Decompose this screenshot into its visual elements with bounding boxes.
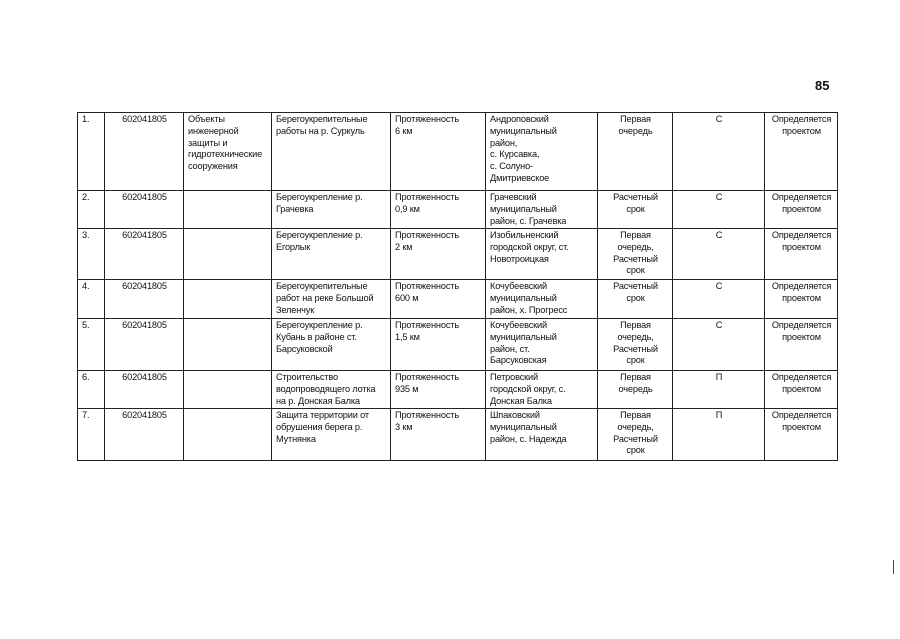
row-cost: Определяется проектом xyxy=(765,280,838,319)
table-row xyxy=(78,191,838,229)
row-type: С xyxy=(673,319,765,371)
object-group xyxy=(184,229,272,280)
row-stage: Первая очередь, Расчетный срок xyxy=(598,319,673,371)
row-type: С xyxy=(673,229,765,280)
row-code: 602041805 xyxy=(105,191,184,229)
object-group xyxy=(184,319,272,371)
object-group xyxy=(184,371,272,409)
row-number: 1. xyxy=(78,113,105,191)
row-code: 602041805 xyxy=(105,319,184,371)
object-group xyxy=(184,191,272,229)
row-location: Кочубеевский муниципальный район, х. Прогресс xyxy=(486,280,598,319)
row-length: Протяженность 600 м xyxy=(391,280,486,319)
row-work: Берегоукрепление р. Кубань в районе ст. Барсуковской xyxy=(272,319,391,371)
row-length: Протяженность 6 км xyxy=(391,113,486,191)
object-group xyxy=(184,280,272,319)
row-code: 602041805 xyxy=(105,229,184,280)
object-group: Объекты инженерной защиты и гидротехнические сооружения xyxy=(184,113,272,191)
row-code: 602041805 xyxy=(105,280,184,319)
row-stage: Первая очередь xyxy=(598,371,673,409)
page-number: 85 xyxy=(815,78,830,93)
table-row xyxy=(78,280,838,319)
row-length: Протяженность 935 м xyxy=(391,371,486,409)
row-code: 602041805 xyxy=(105,371,184,409)
row-location: Андроповский муниципальный район, с. Курсавка, с. Солуно- Дмитриевское xyxy=(486,113,598,191)
row-stage: Первая очередь, Расчетный срок xyxy=(598,409,673,461)
table-body xyxy=(78,113,838,461)
row-work: Берегоукрепительные работ на реке Большой Зеленчук xyxy=(272,280,391,319)
row-code: 602041805 xyxy=(105,113,184,191)
row-location: Грачевский муниципальный район, с. Грачевка xyxy=(486,191,598,229)
row-cost: Определяется проектом xyxy=(765,371,838,409)
row-length: Протяженность 0,9 км xyxy=(391,191,486,229)
row-location: Изобильненский городской округ, ст. Новотроицкая xyxy=(486,229,598,280)
row-stage: Первая очередь xyxy=(598,113,673,191)
row-type: С xyxy=(673,191,765,229)
table-row xyxy=(78,319,838,371)
row-type: С xyxy=(673,280,765,319)
row-stage: Расчетный срок xyxy=(598,280,673,319)
row-cost: Определяется проектом xyxy=(765,229,838,280)
row-stage: Расчетный срок xyxy=(598,191,673,229)
row-location: Шпаковский муниципальный район, с. Надежда xyxy=(486,409,598,461)
row-cost: Определяется проектом xyxy=(765,113,838,191)
row-work: Берегоукрепительные работы на р. Суркуль xyxy=(272,113,391,191)
row-number: 2. xyxy=(78,191,105,229)
row-code: 602041805 xyxy=(105,409,184,461)
row-work: Берегоукрепление р. Грачевка xyxy=(272,191,391,229)
row-number: 7. xyxy=(78,409,105,461)
table-row xyxy=(78,371,838,409)
row-work: Берегоукрепление р. Егорлык xyxy=(272,229,391,280)
row-length: Протяженность 3 км xyxy=(391,409,486,461)
row-type: С xyxy=(673,113,765,191)
table-row xyxy=(78,409,838,461)
row-length: Протяженность 1,5 км xyxy=(391,319,486,371)
row-number: 4. xyxy=(78,280,105,319)
row-cost: Определяется проектом xyxy=(765,191,838,229)
row-cost: Определяется проектом xyxy=(765,409,838,461)
scan-edge-mark xyxy=(893,560,894,574)
row-cost: Определяется проектом xyxy=(765,319,838,371)
row-stage: Первая очередь, Расчетный срок xyxy=(598,229,673,280)
row-type: П xyxy=(673,409,765,461)
row-number: 3. xyxy=(78,229,105,280)
table-row xyxy=(78,113,838,191)
row-work: Строительство водопроводящего лотка на р. Донская Балка xyxy=(272,371,391,409)
objects-table xyxy=(77,112,838,461)
row-location: Кочубеевский муниципальный район, ст. Барсуковская xyxy=(486,319,598,371)
object-group xyxy=(184,409,272,461)
row-length: Протяженность 2 км xyxy=(391,229,486,280)
row-type: П xyxy=(673,371,765,409)
row-number: 5. xyxy=(78,319,105,371)
row-number: 6. xyxy=(78,371,105,409)
row-location: Петровский городской округ, с. Донская Балка xyxy=(486,371,598,409)
row-work: Защита территории от обрушения берега р. Мутнянка xyxy=(272,409,391,461)
table-row xyxy=(78,229,838,280)
